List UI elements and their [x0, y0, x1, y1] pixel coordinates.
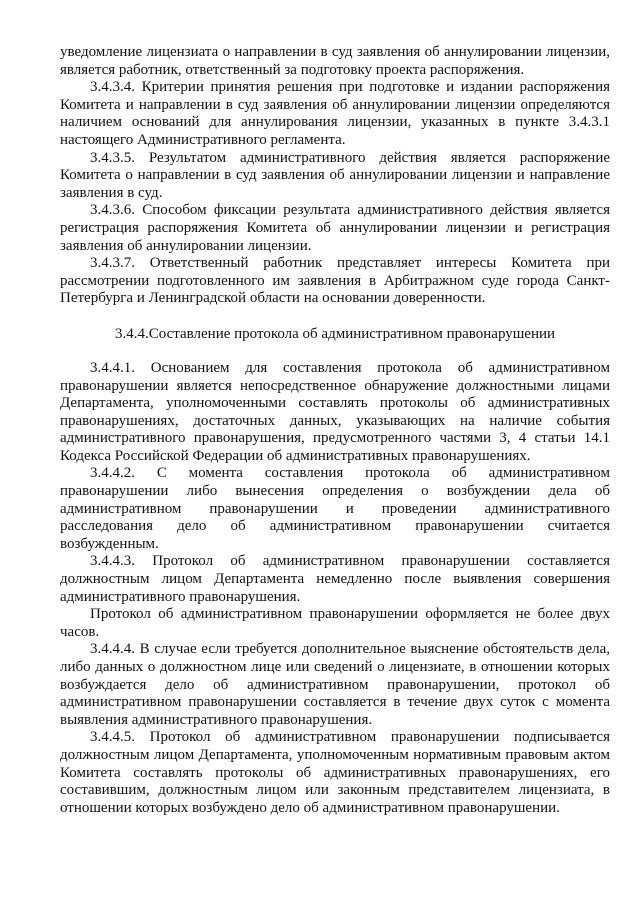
paragraph: 3.4.3.5. Результатом административного действия является распоряжение Комитета о направлении в суд заявления об аннулировании лицензии и направление заявления в суд. — [60, 149, 610, 201]
paragraph: 3.4.3.6. Способом фиксации результата административного действия является регистрация распоряжения Комитета об аннулировании лицензии и регистрация заявления об аннулировании лицензии. — [60, 202, 610, 254]
paragraph: уведомление лицензиата о направлении в суд заявления об аннулировании лицензии, является работник, ответственный за подготовку проекта распоряжения. — [60, 44, 610, 78]
paragraph: 3.4.4.3. Протокол об административном правонарушении составляется должностным лицом Департамента немедленно после выявления совершения административного правонарушения. — [60, 553, 610, 605]
paragraph: 3.4.4.1. Основанием для составления протокола об административном правонарушении является непосредственное обнаружение должностными лицами Департамента, уполномоченными составлять протоколы об административных правонарушениях, достаточных данных, указывающих на наличие события административного правонарушения, предусмотренного частями 3, 4 статьи 14.1 Кодекса Российской Федерации об административных правонарушениях. — [60, 359, 610, 464]
paragraph: 3.4.4.4. В случае если требуется дополнительное выяснение обстоятельств дела, либо данных о должностном лице или сведений о лицензиате, в отношении которых возбуждается дело об административном правонарушении, протокол об административном правонарушении составляется в течение двух суток с момента выявления административного правонарушения. — [60, 641, 610, 728]
paragraph: 3.4.3.7. Ответственный работник представляет интересы Комитета при рассмотрении подготовленного им заявления в Арбитражном суде города Санкт-Петербурга и Ленинградской области на основании доверенности. — [60, 255, 610, 307]
document-body — [60, 44, 610, 817]
paragraph: Протокол об административном правонарушении оформляется не более двух часов. — [60, 606, 610, 640]
paragraph: 3.4.3.4. Критерии принятия решения при подготовке и издании распоряжения Комитета и направлении в суд заявления об аннулировании лицензии определяются наличием оснований для аннулирования лицензии, указанных в пункте 3.4.3.1 настоящего Административного регламента. — [60, 79, 610, 148]
paragraph: 3.4.4.5. Протокол об административном правонарушении подписывается должностным лицом Департамента, уполномоченным нормативным правовым актом Комитета составлять протоколы об административных правонарушениях, его составившим, должностным лицом или законным представителем лицензиата, в отношении которых возбуждено дело об административном правонарушении. — [60, 729, 610, 816]
paragraph: 3.4.4.2. С момента составления протокола об административном правонарушении либо вынесения определения о возбуждении дела об административном правонарушении и проведении административного расследования дело об административном правонарушении считается возбужденным. — [60, 465, 610, 552]
section-heading: 3.4.4.Составление протокола об административном правонарушении — [114, 325, 556, 342]
